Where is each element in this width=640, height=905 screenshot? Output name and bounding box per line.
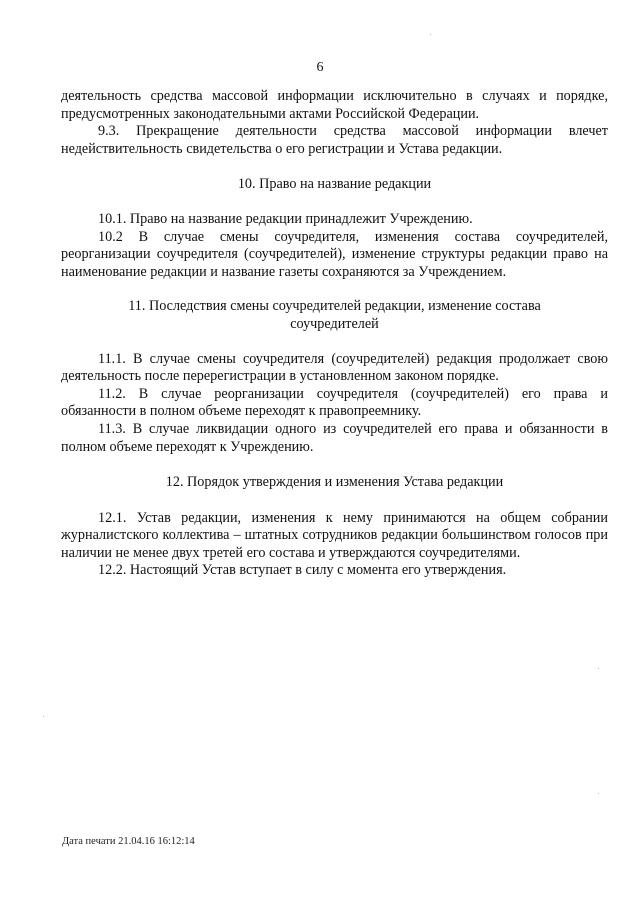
paragraph-12-1: 12.1. Устав редакции, изменения к нему принимаются на общем собрании журналистского коллектива – штатных сотрудников редакции большинством голосов при наличии не менее двух третей его состава и утверждаются соучредителями. (61, 509, 608, 561)
scan-speck (430, 34, 431, 35)
paragraph-11-3: 11.3. В случае ликвидации одного из соучредителей его права и обязанности в полном объеме переходят к Учреждению. (61, 420, 608, 455)
document-body (61, 88, 608, 580)
print-date-footer: Дата печати 21.04.16 16:12:14 (62, 836, 195, 847)
section-heading-12: 12. Порядок утверждения и изменения Устава редакции (165, 474, 504, 491)
section-heading-11-line2: соучредителей (290, 315, 379, 332)
scan-speck (598, 668, 599, 669)
section-heading-11 (61, 298, 608, 333)
paragraph-10-2: 10.2 В случае смены соучредителя, изменения состава соучредителей, реорганизации соучредителя (соучредителей), изменение структуры редакции право на наименование редакции и название газеты сохраняются за Учреждением. (61, 228, 608, 280)
scan-speck (598, 793, 599, 794)
scan-speck (43, 716, 44, 717)
paragraph-9-3: 9.3. Прекращение деятельности средства массовой информации влечет недействительность свидетельства о его регистрации и Устава редакции. (61, 123, 608, 157)
paragraph-continuation: деятельность средства массовой информации исключительно в случаях и порядке, предусмотренных законодательными актами Российской Федерации. (61, 88, 608, 122)
paragraph-11-1: 11.1. В случае смены соучредителя (соучредителей) редакция продолжает свою деятельность после перерегистрации в установленном законом порядке. (61, 350, 608, 385)
page-number: 6 (316, 60, 324, 75)
paragraph-12-2: 12.2. Настоящий Устав вступает в силу с момента его утверждения. (98, 562, 507, 579)
section-heading-11-line1: 11. Последствия смены соучредителей редакции, изменение состава (128, 298, 541, 315)
paragraph-11-2: 11.2. В случае реорганизации соучредителя (соучредителей) его права и обязанности в полном объеме переходят к правопреемнику. (61, 385, 608, 420)
section-heading-10: 10. Право на название редакции (237, 176, 432, 193)
paragraph-10-1: 10.1. Право на название редакции принадлежит Учреждению. (98, 210, 473, 227)
